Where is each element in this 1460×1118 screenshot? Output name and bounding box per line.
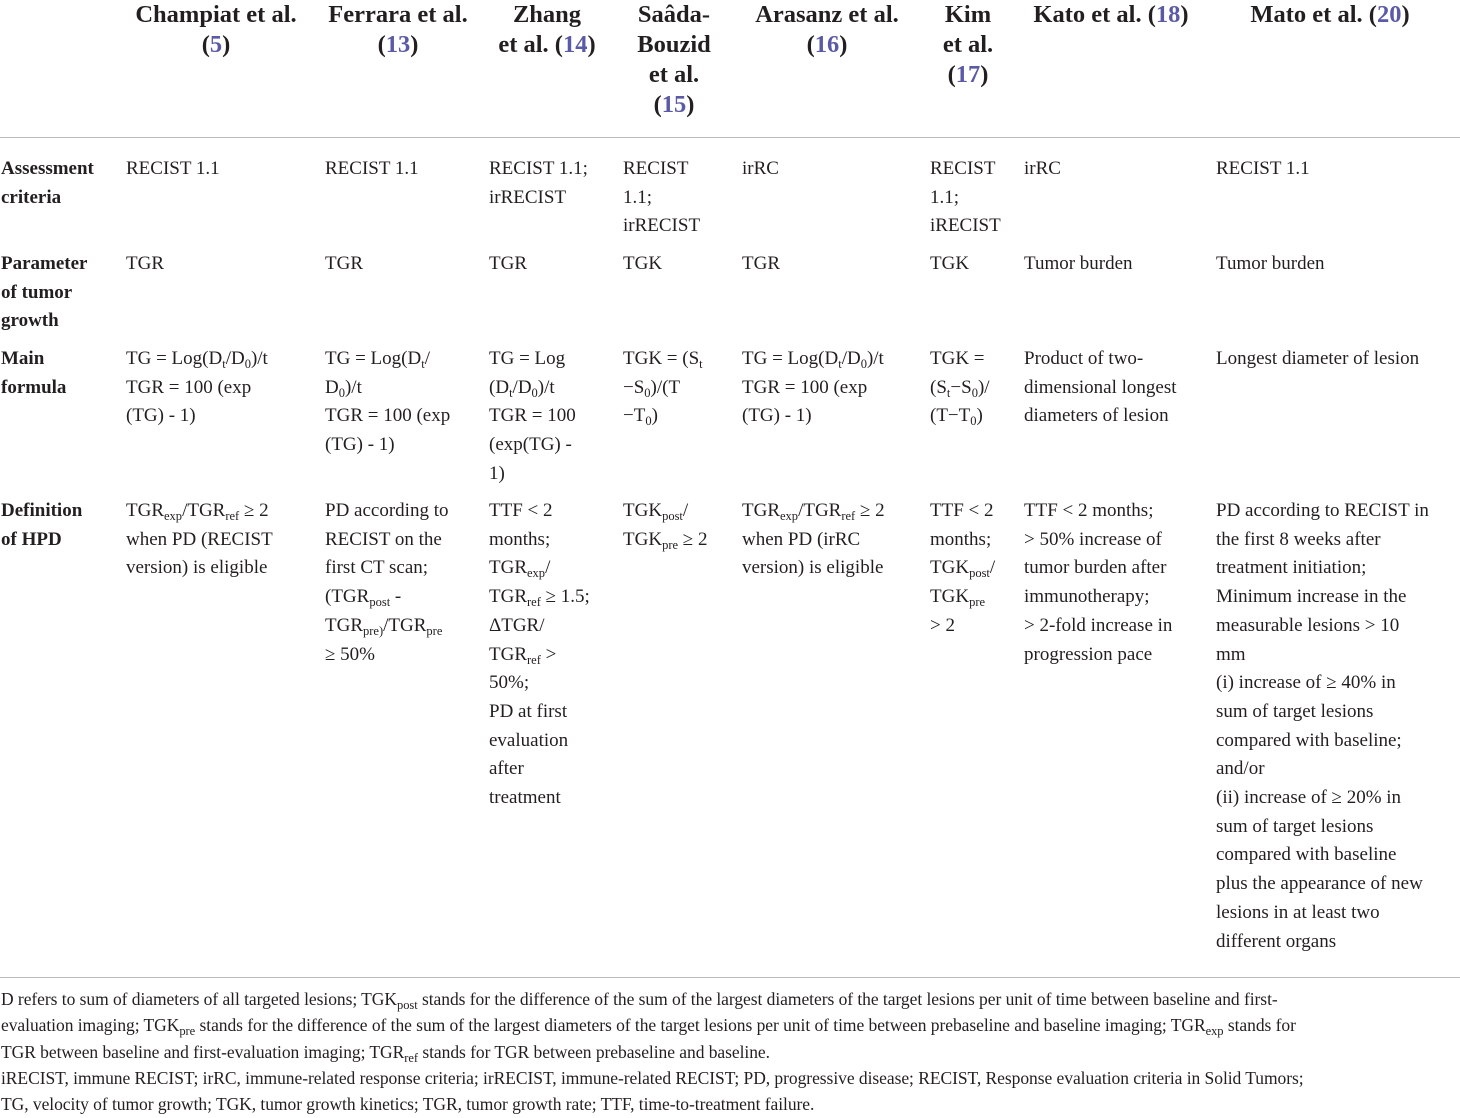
column-header: [739, 0, 915, 60]
table-rule: [0, 977, 1460, 978]
column-header-text: Zhang: [512, 1, 582, 28]
table-cell: TTF < 2 months; $TGK_{post}/$ $TGK_{pre}$ > 2: [930, 500, 996, 636]
table-cell: TGK = $(S_t-S_0)/$ $(T-T_0)$: [930, 348, 990, 429]
table-cell: PD according to RECIST in the first 8 weeks after treatment initiation; Minimum increase in the measurable lesions > 10 mm (i) increase of ≥ 40% in sum of target lesions compared with baseline; and/or (ii) increase of ≥ 20% in sum of target lesions compared with baseline plus the appearance of new lesions in at least two different organs: [1216, 500, 1429, 952]
column-header-text: Ferrara et al.: [328, 1, 468, 28]
table-cell: TGK: [623, 253, 663, 274]
table-cell: $TGR_{exp}/TGR_{ref} \ge 2$ when PD (RECIST version) is eligible: [126, 500, 273, 579]
column-header-text: ): [686, 91, 695, 118]
column-header-text: Kim: [944, 1, 992, 28]
table-cell: TG = Log $(D_t/D_0)/t$ TGR = 100 (exp(TG) - 1): [489, 348, 576, 484]
column-header-text: ): [410, 31, 419, 58]
table-cell: TGR: [126, 253, 164, 274]
column-header-text: ): [980, 61, 989, 88]
column-header-text: Mato et al. (: [1250, 1, 1377, 28]
table-cell: RECIST 1.1: [126, 158, 220, 179]
column-header-text: (: [653, 91, 662, 118]
table-cell: RECIST 1.1: [325, 158, 419, 179]
table-cell: Tumor burden: [1216, 253, 1325, 274]
table-cell: Tumor burden: [1024, 253, 1133, 274]
table-cell: PD according to RECIST on the first CT scan; ($TGR_{post}$ - $TGR_{pre)}/TGR_{pre}$ ≥ 50%: [325, 500, 449, 665]
reference-link[interactable]: 14: [562, 31, 588, 58]
table-cell: Longest diameter of lesion: [1216, 348, 1420, 369]
row-label: Main formula: [1, 348, 67, 398]
reference-link[interactable]: 13: [385, 31, 411, 58]
column-header-text: (: [377, 31, 386, 58]
table-cell: TG = $Log(D_t/D_0)/t$ TGR = 100 (exp (TG) - 1): [126, 348, 268, 427]
table-cell: TGK = ($S_t$ $-S_0)/(T$ $-T_0$): [623, 348, 703, 429]
row-label: Assessment criteria: [1, 158, 94, 208]
column-header-text: Bouzid: [637, 31, 711, 58]
column-header-text: Kato et al. (: [1033, 1, 1156, 28]
column-header-text: (: [806, 31, 815, 58]
row-label: Definition of HPD: [1, 500, 83, 550]
table-rule: [0, 137, 1460, 138]
column-header: [116, 0, 316, 60]
column-header-text: Saâda-: [637, 1, 711, 28]
reference-link[interactable]: 5: [209, 31, 223, 58]
table-cell: TG = $Log(D_t/$ $D_0)/t$ TGR = 100 (exp (TG) - 1): [325, 348, 451, 456]
reference-link[interactable]: 18: [1155, 1, 1181, 28]
table-cell: irRC: [1024, 158, 1061, 179]
column-header-text: ): [587, 31, 596, 58]
column-header-text: ): [222, 31, 231, 58]
table-cell: Product of two- dimensional longest diameters of lesion: [1024, 348, 1177, 427]
column-header: [928, 0, 1008, 90]
table-cell: TGK: [930, 253, 970, 274]
table-cell: RECIST 1.1; irRECIST: [489, 158, 588, 208]
table-cell: TTF < 2 months; $TGR_{exp}/$ $TGR_{ref} \ge 1.5$; ΔTGR/ $TGR_{ref}$ > 50%; PD at first evaluation after treatment: [489, 500, 590, 809]
table-cell: irRC: [742, 158, 779, 179]
table-footnote: D refers to sum of diameters of all targeted lesions; $TGK_{post}$ stands for the difference of the sum of the largest diameters of the target lesions per unit of time between baseline and first- evaluation imaging; $TGK_{pre}$ stands for the difference of the sum of the largest diameters of the target lesions per unit of time between prebaseline and baseline imaging; $TGR_{exp}$ stands for TGR between baseline and first-evaluation imaging; $TGR_{ref}$ stands for TGR between prebaseline and baseline.: [1, 989, 1296, 1065]
table-cell: TGR: [489, 253, 527, 274]
table-cell: RECIST 1.1; iRECIST: [930, 158, 1001, 237]
table-cell: RECIST 1.1; irRECIST: [623, 158, 701, 237]
reference-link[interactable]: 16: [814, 31, 840, 58]
table-cell: RECIST 1.1: [1216, 158, 1310, 179]
table-cell: TG = $Log(D_t/D_0)/t$ TGR = 100 (exp (TG) - 1): [742, 348, 884, 427]
table-cell: $TGK_{post}/$ $TGK_{pre} \ge 2$: [623, 500, 708, 552]
column-header-text: ): [1401, 1, 1410, 28]
reference-link[interactable]: 15: [661, 91, 687, 118]
column-header: [1220, 0, 1440, 30]
row-label: Parameter of tumor growth: [1, 253, 88, 332]
column-header-text: et al.: [942, 31, 994, 58]
table-cell: TGR: [742, 253, 780, 274]
column-header-text: ): [839, 31, 848, 58]
column-header-text: ): [1180, 1, 1189, 28]
column-header: [313, 0, 483, 60]
column-header-text: et al.: [648, 61, 700, 88]
column-header-text: et al. (: [498, 31, 563, 58]
table-cell: TGR: [325, 253, 363, 274]
reference-link[interactable]: 20: [1376, 1, 1402, 28]
column-header: [624, 0, 724, 120]
table-cell: TTF < 2 months; > 50% increase of tumor burden after immunotherapy; > 2-fold increase in progression pace: [1024, 500, 1173, 665]
column-header: [1016, 0, 1206, 30]
reference-link[interactable]: 17: [955, 61, 981, 88]
table-cell: $TGR_{exp}/TGR_{ref} \ge 2$ when PD (irRC version) is eligible: [742, 500, 885, 579]
column-header-text: (: [947, 61, 956, 88]
column-header-text: Champiat et al.: [135, 1, 297, 28]
table-footnote: iRECIST, immune RECIST; irRC, immune-related response criteria; irRECIST, immune-related RECIST; PD, progressive disease; RECIST, Response evaluation criteria in Solid Tumors; TG, velocity of tumor growth; TGK, tumor growth kinetics; TGR, tumor growth rate; TTF, time-to-treatment failure.: [1, 1068, 1304, 1115]
column-header-text: Arasanz et al.: [755, 1, 899, 28]
column-header-text: (: [201, 31, 210, 58]
column-header: [484, 0, 610, 60]
